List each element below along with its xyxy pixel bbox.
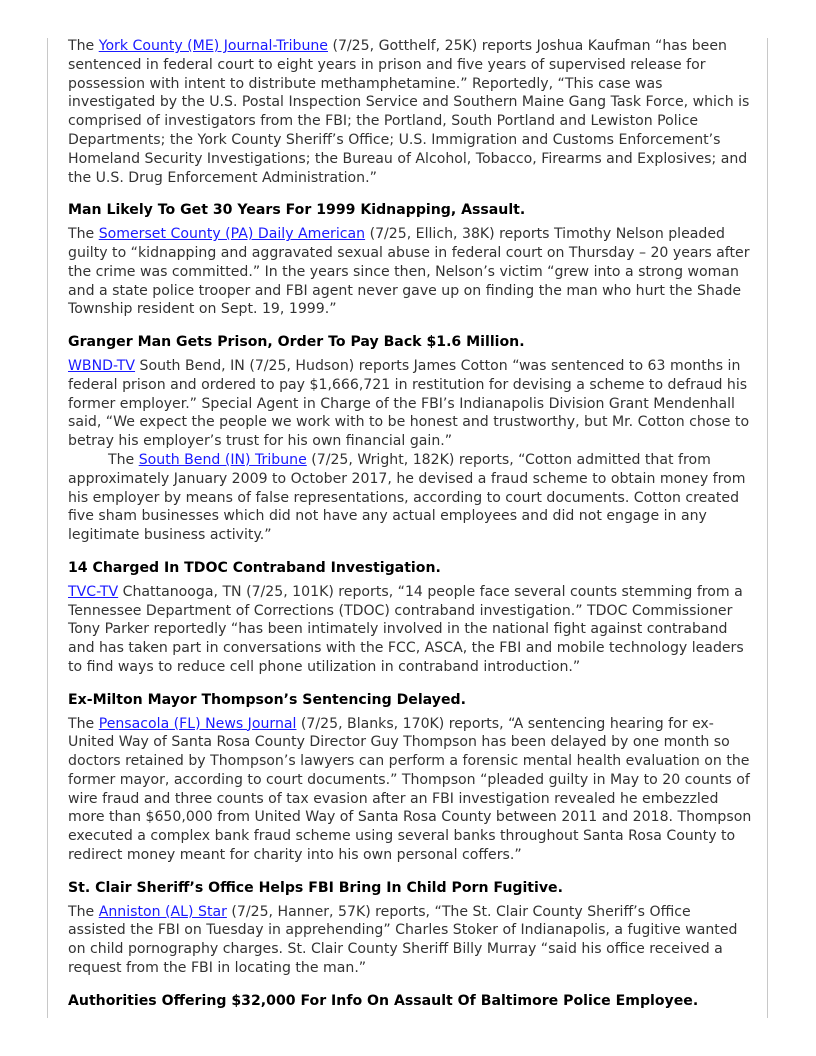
paragraph-text: (7/25, Ellich, 38K) reports Timothy Nelson pleaded guilty to “kidnapping and aggravated sexual abuse in federal court on Thursday – 20 years after the crime was committed.” In the years since then, Nelson’s victim “grew into a strong woman and a state police trooper and FBI agent never gave up on finding the man who hurt the Shade Township resident on Sept. 19, 1999.”	[68, 226, 750, 318]
source-link[interactable]: WBND-TV	[68, 357, 136, 374]
story	[68, 879, 752, 978]
story-paragraph	[68, 37, 752, 187]
news-content	[68, 37, 752, 1016]
story	[68, 559, 752, 677]
source-link[interactable]: Anniston (AL) Star	[98, 903, 227, 920]
source-link[interactable]: South Bend (IN) Tribune	[138, 451, 307, 468]
paragraph-text: The	[68, 226, 99, 243]
source-link[interactable]: Somerset County (PA) Daily American	[98, 226, 366, 243]
story-headline: Ex-Milton Mayor Thompson’s Sentencing Delayed.	[68, 691, 466, 708]
story-paragraph	[68, 903, 752, 978]
story-paragraph	[68, 583, 752, 677]
paragraph-text: South Bend, IN (7/25, Hudson) reports James Cotton “was sentenced to 63 months in federal prison and ordered to pay $1,666,721 in restitution for devising a scheme to defraud his former employer.” Special Agent in Charge of the FBI’s Indianapolis Division Grant Mendenhall said, “We expect the people we work with to be honest and trustworthy, but Mr. Cotton chose to betray his employer’s trust for his own financial gain.”	[68, 357, 750, 450]
story-paragraph	[68, 715, 752, 865]
story-paragraph	[68, 451, 752, 545]
paragraph-text: (7/25, Blanks, 170K) reports, “A sentencing hearing for ex-United Way of Santa Rosa County Director Guy Thompson has been delayed by one month so doctors retained by Thompson’s lawyers can perform a forensic mental health evaluation on the former mayor, according to court documents.” Thompson “pleaded guilty in May to 20 counts of wire fraud and three counts of tax evasion after an FBI investigation revealed he embezzled more than $650,000 from United Way of Santa Rosa County between 2011 and 2018. Thompson executed a complex bank fraud scheme using several banks throughout Santa Rosa County to redirect money meant for charity into his own personal coffers.”	[68, 715, 752, 864]
story-headline: 14 Charged In TDOC Contraband Investigation.	[68, 559, 441, 576]
story-paragraph	[68, 225, 752, 319]
paragraph-text: (7/25, Wright, 182K) reports, “Cotton admitted that from approximately January 2009 to October 2017, he devised a fraud scheme to obtain money from his employer by means of false representations, according to court documents. Cotton created five sham businesses which did not have any actual employees and did not engage in any legitimate business activity.”	[68, 451, 746, 544]
story	[68, 333, 752, 545]
paragraph-text: The	[108, 451, 139, 468]
paragraph-text: The	[68, 715, 99, 732]
paragraph-text: (7/25, Gotthelf, 25K) reports Joshua Kaufman “has been sentenced in federal court to eight years in prison and five years of supervised release for possession with intent to distribute methamphetamine.” Reportedly, “This case was investigated by the U.S. Postal Inspection Service and Southern Maine Gang Task Force, which is comprised of investigators from the FBI; the Portland, South Portland and Lewiston Police Departments; the York County Sheriff’s Office; U.S. Immigration and Customs Enforcement’s Homeland Security Investigations; the Bureau of Alcohol, Tobacco, Firearms and Explosives; and the U.S. Drug Enforcement Administration.”	[68, 38, 750, 186]
source-link[interactable]: Pensacola (FL) News Journal	[98, 715, 297, 732]
story	[68, 691, 752, 865]
source-link[interactable]: TVC-TV	[68, 583, 119, 600]
story-paragraph	[68, 357, 752, 451]
story-headline: Authorities Offering $32,000 For Info On Assault Of Baltimore Police Employee.	[68, 992, 699, 1009]
story	[68, 992, 752, 1011]
paragraph-text: The	[68, 903, 99, 920]
paragraph-text: (7/25, Hanner, 57K) reports, “The St. Clair County Sheriff’s Office assisted the FBI on Tuesday in apprehending” Charles Stoker of Indianapolis, a fugitive wanted on child pornography charges. St. Clair County Sheriff Billy Murray “said his office received a request from the FBI in locating the man.”	[68, 903, 738, 977]
story	[68, 37, 752, 187]
story-headline: Man Likely To Get 30 Years For 1999 Kidnapping, Assault.	[68, 202, 526, 219]
paragraph-text: Chattanooga, TN (7/25, 101K) reports, “14 people face several counts stemming from a Tennessee Department of Corrections (TDOC) contraband investigation.” TDOC Commissioner Tony Parker reportedly “has been intimately involved in the national fight against contraband and has taken part in conversations with the FCC, ASCA, the FBI and mobile technology leaders to find ways to reduce cell phone utilization in contraband introduction.”	[68, 583, 744, 675]
story-headline: St. Clair Sheriff’s Office Helps FBI Bring In Child Porn Fugitive.	[68, 879, 563, 896]
story-headline: Granger Man Gets Prison, Order To Pay Back $1.6 Million.	[68, 334, 525, 351]
source-link[interactable]: York County (ME) Journal-Tribune	[98, 38, 328, 54]
paragraph-text: The	[68, 38, 99, 54]
story	[68, 201, 752, 319]
